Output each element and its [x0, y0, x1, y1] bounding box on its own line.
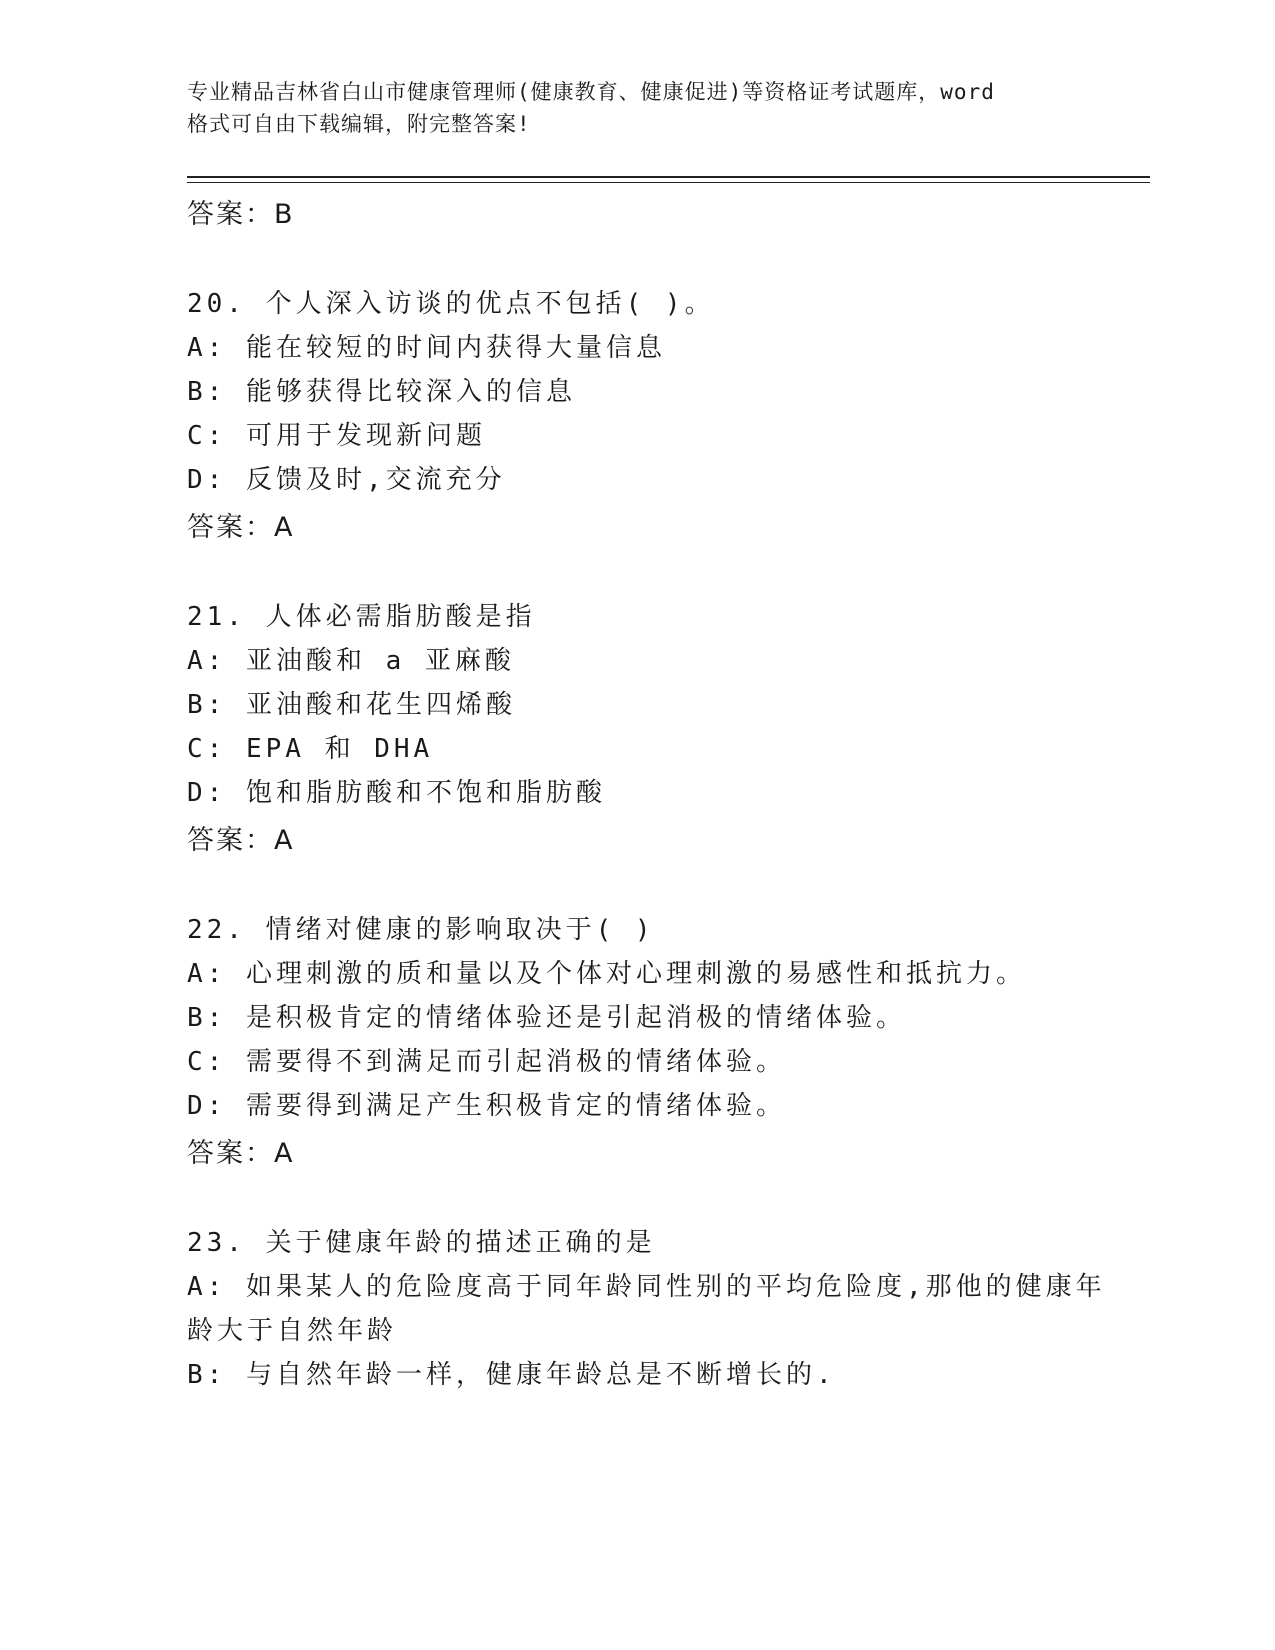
header-line-1: 专业精品吉林省白山市健康管理师(健康教育、健康促进)等资格证考试题库，word: [187, 80, 995, 104]
question-21-answer: 答案：A: [187, 825, 295, 856]
question-22-answer: 答案：A: [187, 1138, 295, 1169]
question-22-option-b: B: 是积极肯定的情绪体验还是引起消极的情绪体验。: [187, 1003, 906, 1033]
question-23-option-a-continued: 龄大于自然年龄: [187, 1316, 398, 1346]
header-rule-thick: [187, 176, 1150, 178]
question-22-option-c: C: 需要得不到满足而引起消极的情绪体验。: [187, 1047, 786, 1077]
question-20-option-c: C: 可用于发现新问题: [187, 421, 486, 451]
question-22-option-a: A: 心理刺激的质和量以及个体对心理刺激的易感性和抵抗力。: [187, 959, 1026, 989]
question-23-option-b: B: 与自然年龄一样，健康年龄总是不断增长的.: [187, 1360, 836, 1390]
question-20-answer: 答案：A: [187, 512, 295, 543]
question-23-option-a: A: 如果某人的危险度高于同年龄同性别的平均危险度,那他的健康年: [187, 1272, 1106, 1302]
question-20-option-d: D: 反馈及时,交流充分: [187, 465, 506, 495]
question-21-option-c: C: EPA 和 DHA: [187, 734, 434, 764]
previous-answer: 答案：B: [187, 199, 295, 230]
question-22-stem: 22. 情绪对健康的影响取决于( ): [187, 915, 655, 945]
question-20-option-b: B: 能够获得比较深入的信息: [187, 377, 576, 407]
question-21-option-a: A: 亚油酸和 a 亚麻酸: [187, 646, 515, 676]
question-22-option-d: D: 需要得到满足产生积极肯定的情绪体验。: [187, 1091, 786, 1121]
question-23-stem: 23. 关于健康年龄的描述正确的是: [187, 1228, 656, 1258]
question-21-option-d: D: 饱和脂肪酸和不饱和脂肪酸: [187, 778, 606, 808]
page-header: [187, 76, 1087, 140]
question-21-option-b: B: 亚油酸和花生四烯酸: [187, 690, 516, 720]
header-line-2: 格式可自由下载编辑，附完整答案!: [187, 112, 531, 136]
question-20-option-a: A: 能在较短的时间内获得大量信息: [187, 333, 666, 363]
question-21-stem: 21. 人体必需脂肪酸是指: [187, 602, 536, 632]
header-rule-thin: [187, 182, 1150, 183]
question-20-stem: 20. 个人深入访谈的优点不包括( )。: [187, 289, 715, 319]
